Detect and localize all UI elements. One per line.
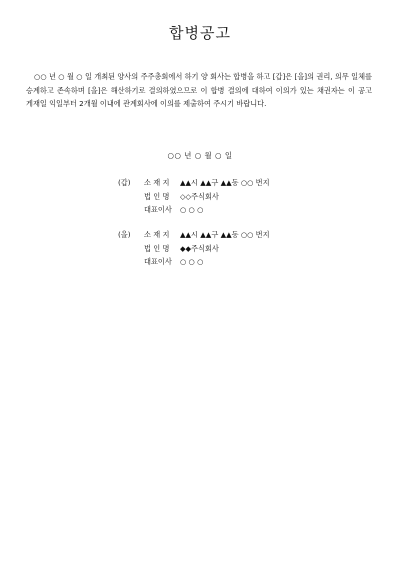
party-b-address-value: ▲▲시 ▲▲구 ▲▲동 ○○ 번지 xyxy=(180,230,270,239)
party-a-address-row xyxy=(118,176,318,190)
party-b-tag: (을) xyxy=(118,230,131,239)
party-a-block xyxy=(118,176,318,217)
party-a-tag: (갑) xyxy=(118,178,131,187)
party-b-ceo-label: 대표이사 xyxy=(144,257,172,267)
party-a-address-value: ▲▲시 ▲▲구 ▲▲동 ○○ 번지 xyxy=(180,178,270,187)
party-b-ceo-row xyxy=(118,255,318,269)
party-b-block xyxy=(118,228,318,269)
party-a-company-label: 법 인 명 xyxy=(144,191,170,201)
party-a-ceo-row xyxy=(118,203,318,217)
party-a-address-label: 소 재 지 xyxy=(144,178,170,187)
party-a-company-row xyxy=(118,190,318,204)
party-b-company-value: ◆◆주식회사 xyxy=(180,243,219,253)
notice-date: ○○ 년 ○ 월 ○ 일 xyxy=(167,151,233,160)
party-b-address-row xyxy=(118,228,318,242)
party-b-ceo-value: ○ ○ ○ xyxy=(180,257,204,267)
party-a-ceo-value: ○ ○ ○ xyxy=(180,205,204,215)
notice-body: ○○ 년 ○ 월 ○ 일 개최된 양사의 주주총회에서 하기 양 회사는 합병을 하고 [갑]은 [을]의 권리, 의무 일체를 승계하고 존속하며 [을]은 해산하기로 결의하였으므로 이 합병 결의에 대하여 이의가 있는 채권자는 이 공고 게재일 익일부터 2개월 이내에 관계회사에 이의를 제출하여 주시기 바랍니다. xyxy=(26,72,372,108)
party-a-company-value: ◇◇주식회사 xyxy=(180,191,219,201)
party-a-ceo-label: 대표이사 xyxy=(144,205,172,215)
document-title: 합병공고 xyxy=(169,24,231,42)
party-b-company-label: 법 인 명 xyxy=(144,243,170,253)
party-b-address-label: 소 재 지 xyxy=(144,230,170,239)
party-b-company-row xyxy=(118,242,318,256)
